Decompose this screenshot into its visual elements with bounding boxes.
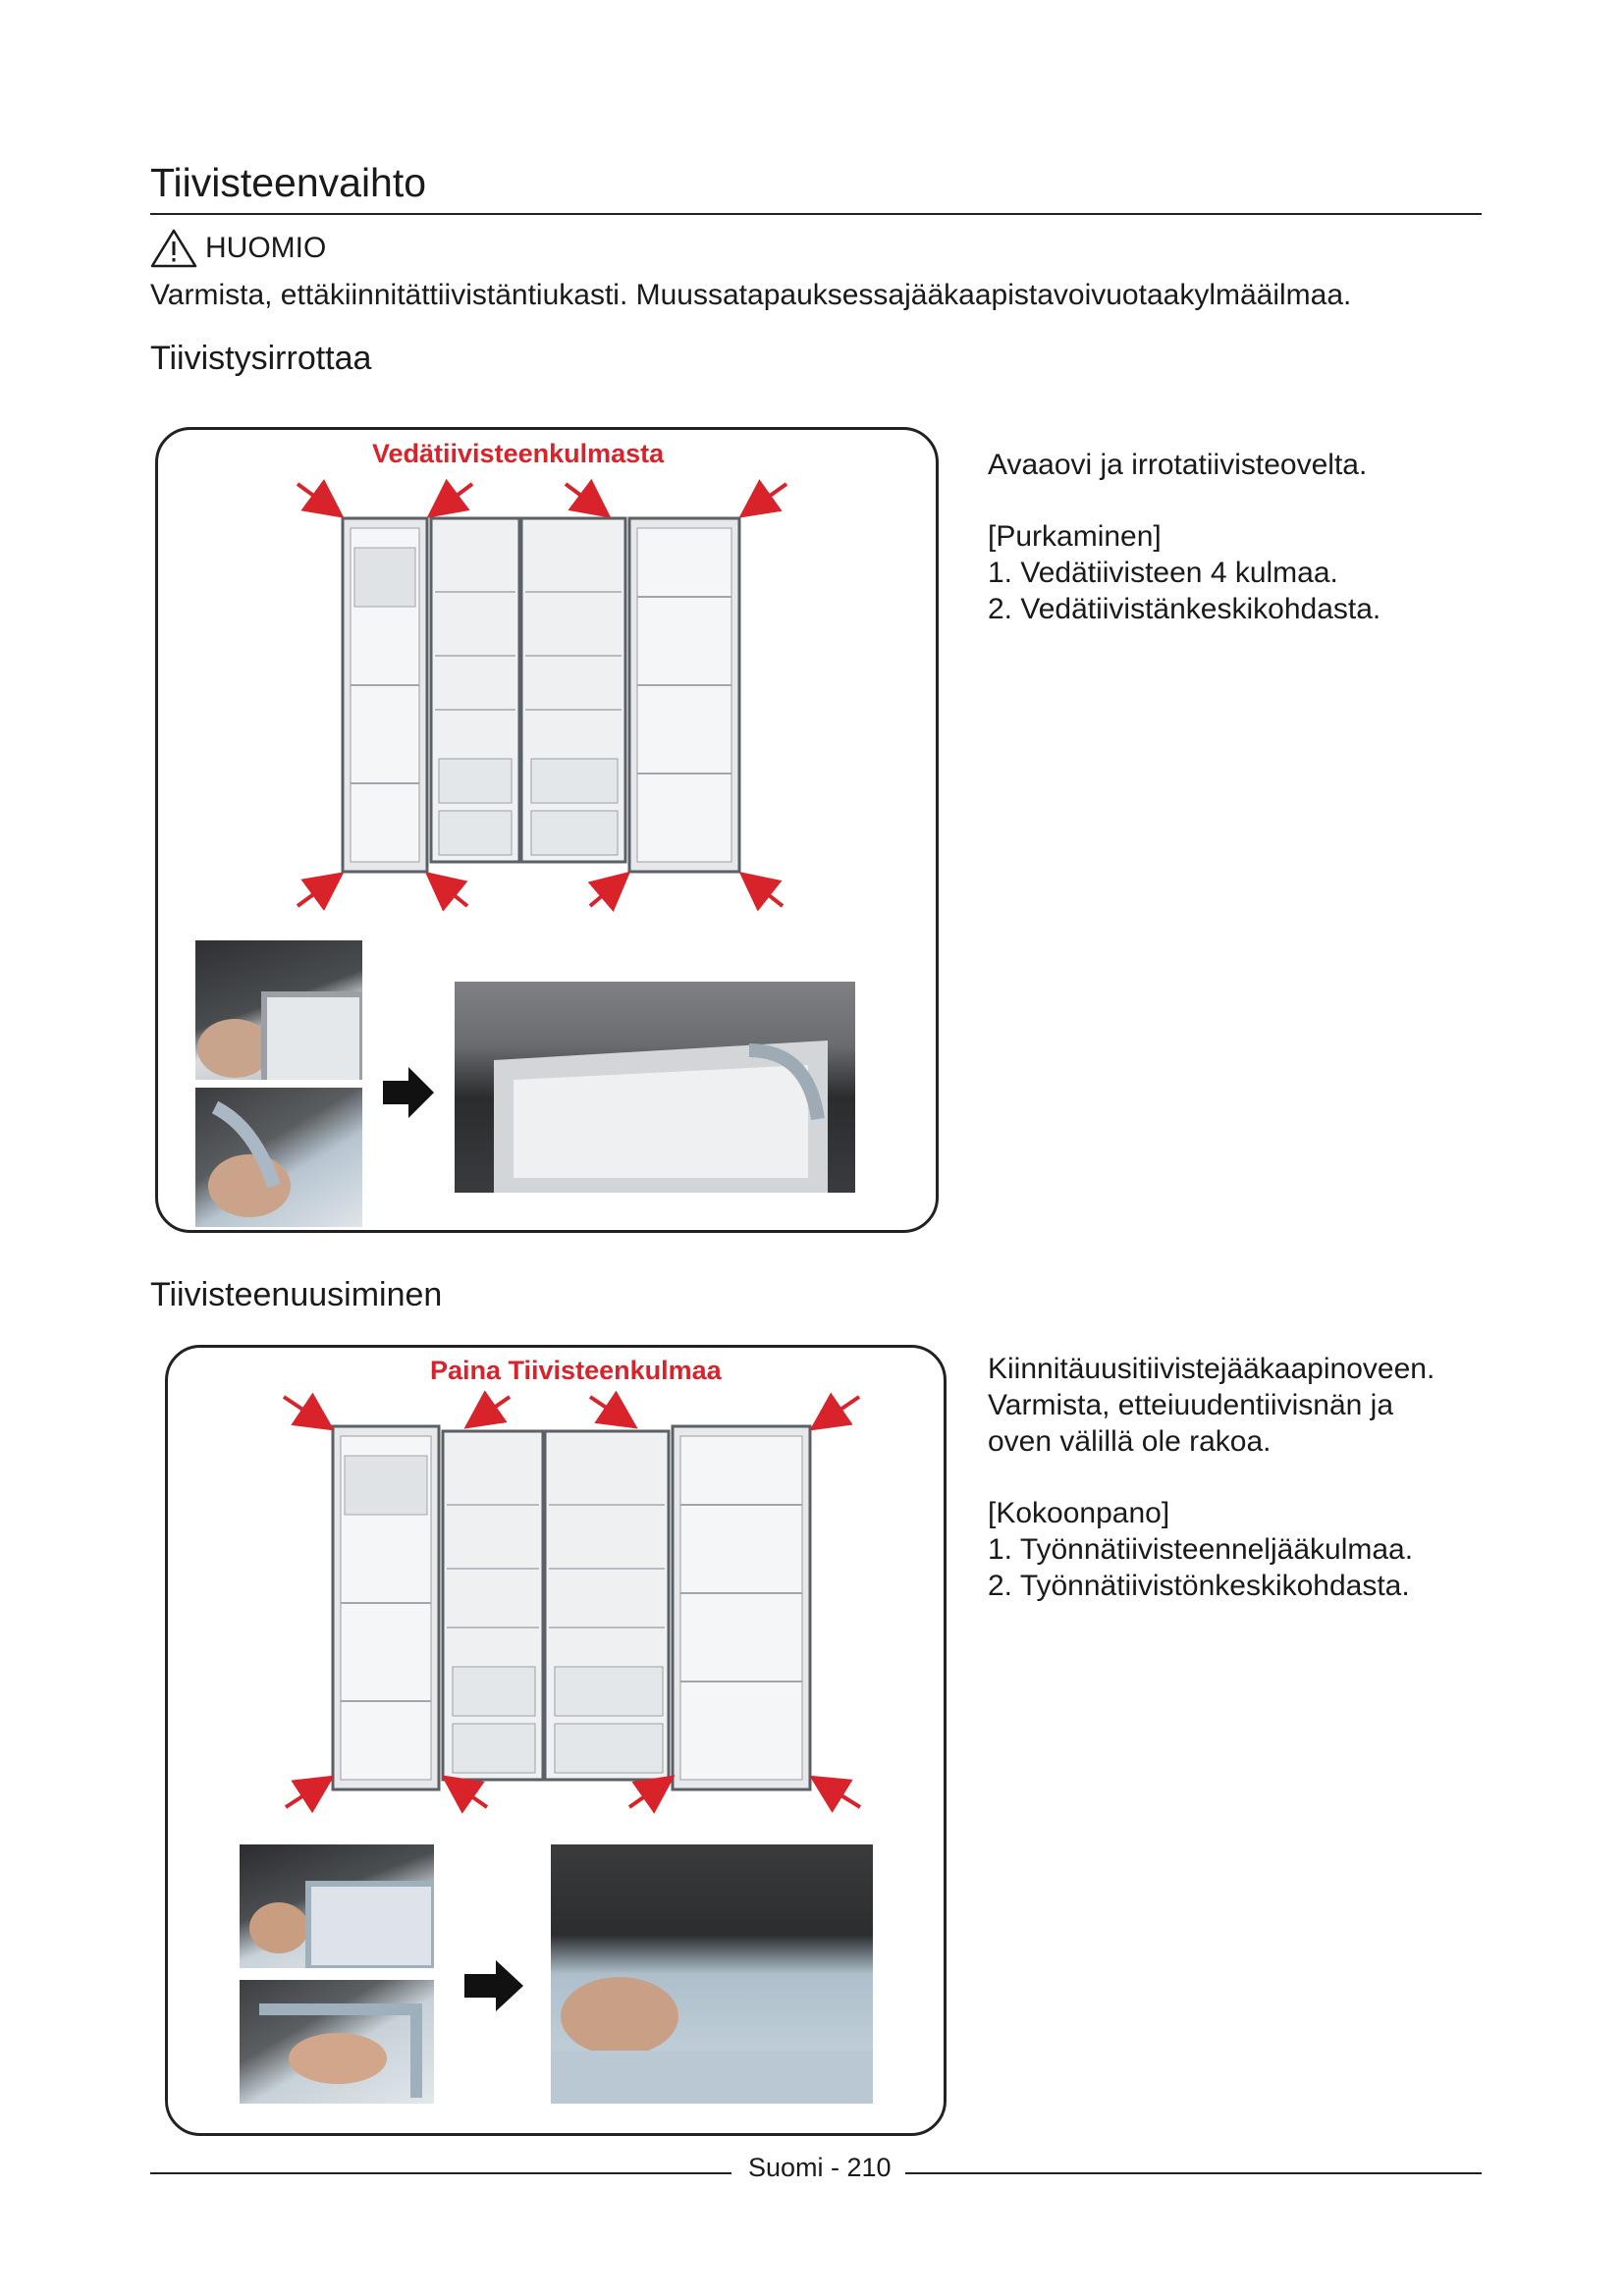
corner-arrow: [816, 1397, 859, 1426]
page-title: Tiivisteenvaihto: [150, 160, 427, 205]
corner-arrow: [286, 1780, 328, 1807]
corner-arrow: [470, 1397, 510, 1424]
install-figure-label: Paina Tiivisteenkulmaa: [430, 1356, 722, 1385]
right-arrow-icon: [381, 1065, 436, 1120]
install-intro-line: oven välillä ole rakoa.: [988, 1425, 1272, 1458]
caution-header: [150, 229, 326, 268]
install-intro-line: Varmista, etteiuudentiivisnän ja: [988, 1389, 1393, 1421]
press-corner-photo-2: [240, 1980, 434, 2104]
install-figure: [165, 1345, 947, 2136]
corner-arrow: [816, 1780, 860, 1807]
removal-step: 2. Vedätiivistänkeskikohdasta.: [988, 593, 1381, 625]
removal-intro: Avaaovi ja irrotatiivisteovelta.: [988, 449, 1368, 481]
title-divider: [150, 213, 1482, 215]
corner-arrow: [433, 484, 472, 513]
corner-arrow: [298, 877, 338, 906]
caution-label: HUOMIO: [205, 232, 327, 264]
removal-figure: [155, 427, 939, 1233]
corner-arrow: [629, 1780, 669, 1807]
removal-figure-label: Vedätiivisteenkulmasta: [372, 439, 665, 468]
install-step: 1. Työnnätiivisteenneljääkulmaa.: [988, 1533, 1414, 1566]
footer-rule-right: [905, 2172, 1482, 2174]
corner-arrow: [431, 877, 467, 906]
footer-rule-left: [150, 2172, 731, 2174]
install-intro-line: Kiinnitäuusitiivistejääkaapinoveen.: [988, 1353, 1435, 1385]
removal-instructions: [988, 447, 1380, 627]
seal-removal-photo: [455, 982, 855, 1193]
install-heading: Tiivisteenuusiminen: [150, 1276, 443, 1313]
corner-arrow: [284, 1397, 328, 1426]
seal-corner-photo-1: [195, 940, 362, 1080]
removal-step: 1. Vedätiivisteen 4 kulmaa.: [988, 557, 1338, 589]
warning-triangle-icon: [150, 229, 197, 268]
press-corner-photo-1: [240, 1844, 434, 1968]
right-arrow-icon: [462, 1958, 525, 2013]
corner-arrow: [590, 877, 624, 906]
install-step: 2. Työnnätiivistönkeskikohdasta.: [988, 1570, 1410, 1602]
install-steps-title: [Kokoonpano]: [988, 1497, 1170, 1529]
corner-arrow: [448, 1780, 487, 1807]
corner-arrow: [298, 484, 338, 513]
removal-heading: Tiivistysirrottaa: [150, 340, 372, 377]
caution-text: Varmista, ettäkiinnitättiivistäntiukasti. Muussatapauksessajääkaapistavoivuotaakylmääilmaa.: [150, 279, 1352, 311]
corner-arrow: [745, 484, 786, 513]
seal-press-photo: [551, 1844, 873, 2104]
corner-arrow: [745, 877, 783, 906]
page-number: Suomi - 210: [748, 2153, 892, 2182]
removal-steps-title: [Purkaminen]: [988, 520, 1162, 553]
seal-corner-photo-2: [195, 1088, 362, 1227]
corner-arrow: [590, 1397, 631, 1424]
corner-arrow: [566, 484, 605, 513]
install-instructions: [988, 1351, 1435, 1604]
